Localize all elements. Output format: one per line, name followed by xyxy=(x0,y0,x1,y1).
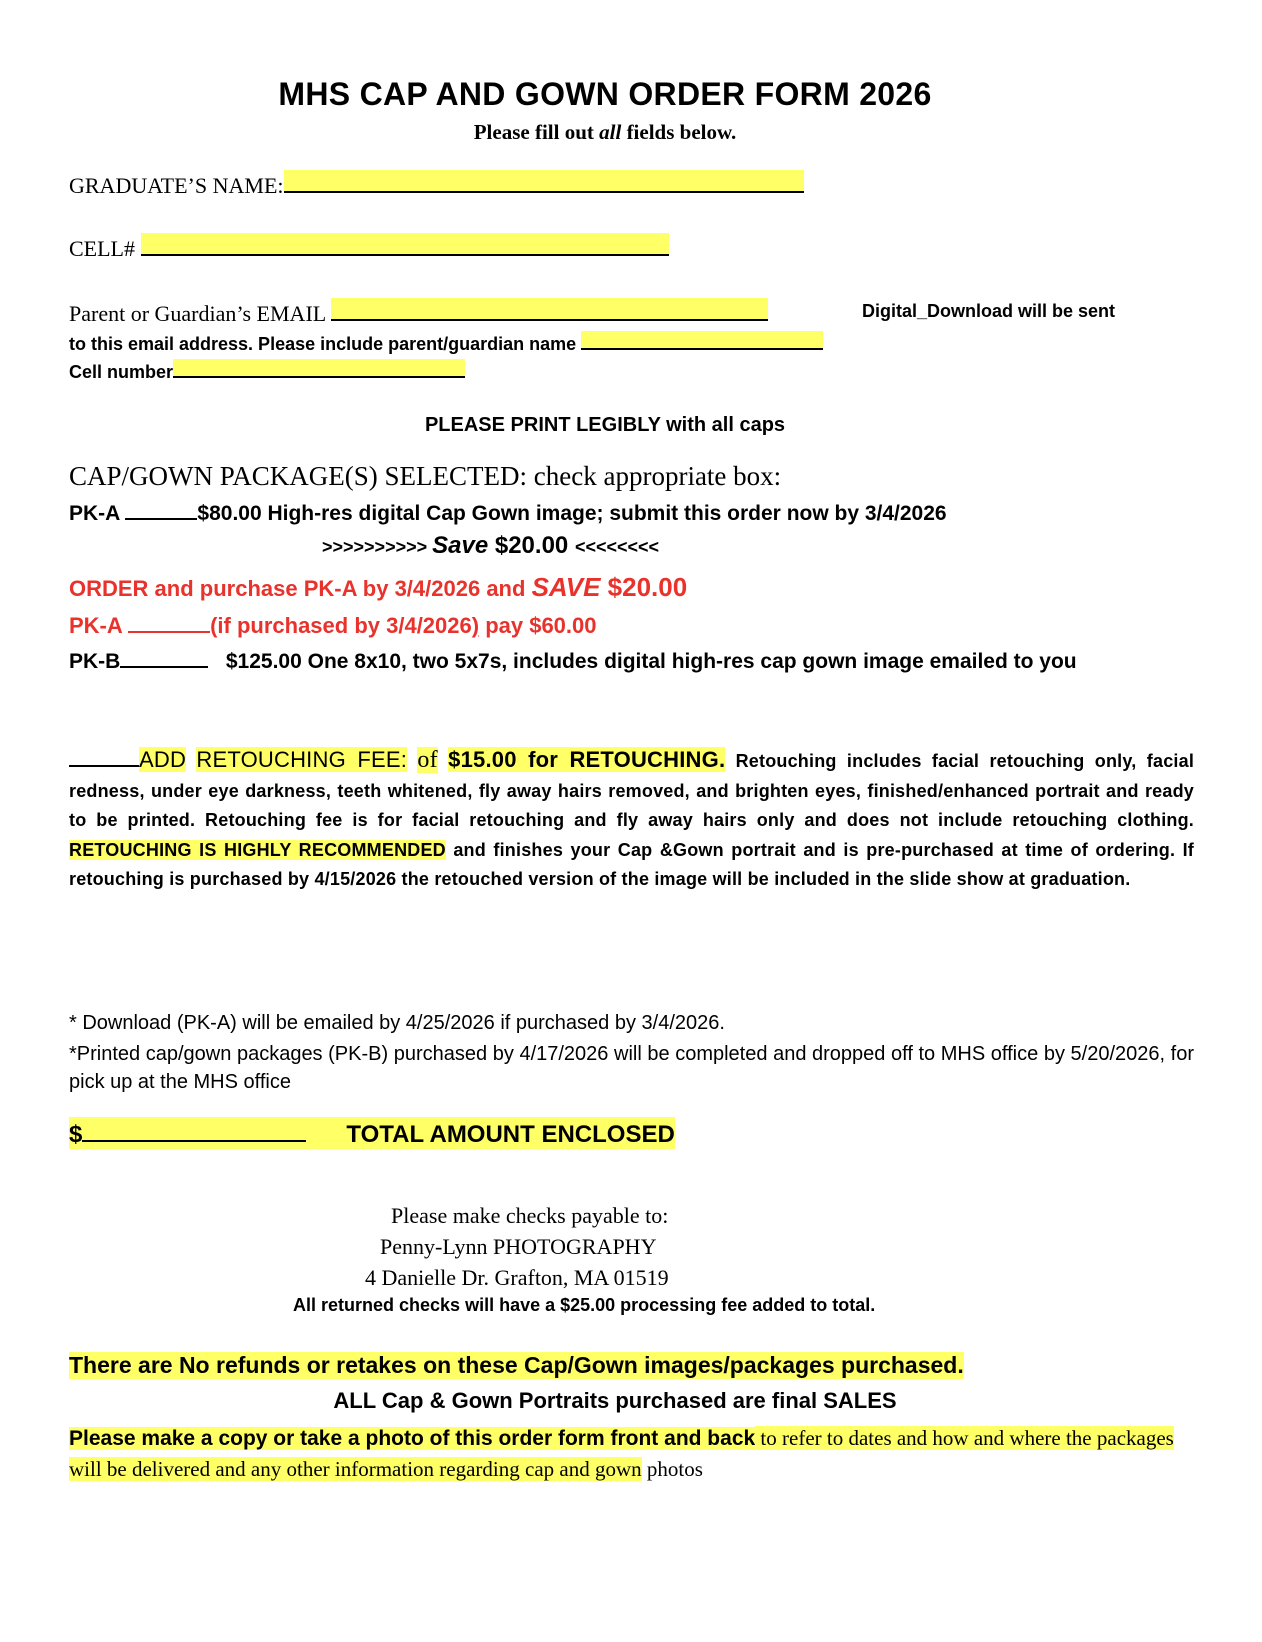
retouching-fee-label: RETOUCHING FEE: xyxy=(196,747,408,772)
package-b-row xyxy=(69,645,1194,679)
package-heading: CAP/GOWN PACKAGE(S) SELECTED: check appropriate box: xyxy=(69,461,782,491)
save-word: Save xyxy=(432,532,489,559)
download-note: * Download (PK-A) will be emailed by 4/25/2026 if purchased by 3/4/2026. xyxy=(69,1012,725,1034)
retouching-paragraph xyxy=(69,745,1194,895)
package-a-row xyxy=(69,498,947,526)
guardian-name-row xyxy=(69,331,823,355)
copy-form-note xyxy=(69,1423,1194,1485)
package-a-description: $80.00 High-res digital Cap Gown image; submit this order now by 3/4/2026 xyxy=(197,501,947,525)
subtitle-text: Please fill out xyxy=(473,120,600,144)
guardian-cell-field[interactable] xyxy=(173,359,465,378)
retouching-add: ADD xyxy=(139,747,187,772)
page-subtitle xyxy=(0,120,1210,145)
package-a-discount-price: pay $60.00 xyxy=(479,612,597,638)
guardian-name-label: to this email address. Please include parent/guardian name xyxy=(69,334,577,355)
save-amount: $20.00 xyxy=(488,532,575,559)
retouching-fee-amount: $15.00 for RETOUCHING. xyxy=(448,747,726,772)
copy-form-bold: Please make a copy or take a photo of this order form front and back xyxy=(69,1427,756,1450)
email-note: Digital_Download will be sent xyxy=(862,301,1116,321)
final-sales-note: ALL Cap & Gown Portraits purchased are final SALES xyxy=(333,1388,897,1413)
email-label: Parent or Guardian’s EMAIL xyxy=(69,300,326,326)
subtitle-emphasis: all xyxy=(599,120,622,144)
print-legibly-rest: with all caps xyxy=(660,414,786,436)
save-banner xyxy=(322,532,659,560)
returned-check-note: All returned checks will have a $25.00 processing fee added to total. xyxy=(293,1295,876,1315)
email-row xyxy=(69,298,768,327)
total-amount-label: TOTAL AMOUNT ENCLOSED xyxy=(346,1120,675,1148)
payment-line-1: Please make checks payable to: xyxy=(391,1203,669,1228)
package-b-checkbox[interactable] xyxy=(120,646,208,668)
cell-label: CELL# xyxy=(69,235,135,261)
save-arrows-left: >>>>>>>>>> xyxy=(322,537,433,557)
no-refunds-note: There are No refunds or retakes on these Cap/Gown images/packages purchased. xyxy=(69,1352,964,1378)
graduate-name-label: GRADUATE’S NAME: xyxy=(69,172,284,198)
package-a-discount-paren: ) xyxy=(471,612,480,638)
print-legibly-note xyxy=(0,414,1210,437)
total-amount-row xyxy=(69,1117,675,1149)
subtitle-text-end: fields below. xyxy=(621,120,737,144)
retouching-body-2: and finishes your Cap &Gown portrait and is pre-purchased at time of ordering. If retouching is purchased by 4/15/2026 the retouched version of the image will be included in the slide show at graduation. xyxy=(69,839,1195,889)
cell-row xyxy=(69,233,669,262)
retouching-body-1: Retouching includes facial retouching only, facial redness, under eye darkness, teeth whitened, fly away hairs removed, and brighten eyes, finished/enhanced portrait and ready to be printed. Retouching fee is for facial retouching and fly away hairs only and does not include retouching clothing. xyxy=(69,751,1195,830)
graduate-name-row xyxy=(69,170,804,199)
retouching-checkbox[interactable] xyxy=(69,748,139,767)
guardian-name-field[interactable] xyxy=(581,331,823,350)
guardian-cell-row xyxy=(69,359,465,383)
package-b-description: $125.00 One 8x10, two 5x7s, includes digital high-res cap gown image emailed to you xyxy=(225,650,1077,673)
payment-line-3: 4 Danielle Dr. Grafton, MA 01519 xyxy=(365,1265,669,1290)
copy-form-end: photos xyxy=(641,1457,703,1481)
graduate-name-field[interactable] xyxy=(284,170,804,193)
total-amount-field[interactable] xyxy=(82,1117,306,1142)
package-a-discount-checkbox[interactable] xyxy=(128,610,210,633)
printed-package-note: *Printed cap/gown packages (PK-B) purchased by 4/17/2026 will be completed and dropped off to MHS office by 5/20/2026, for pick up at the MHS office xyxy=(69,1043,1194,1093)
save-arrows-right: <<<<<<<< xyxy=(574,537,660,557)
order-save-word: SAVE xyxy=(531,572,601,602)
print-legibly-bold: PLEASE PRINT LEGIBLY xyxy=(424,414,661,436)
page-title: MHS CAP AND GOWN ORDER FORM 2026 xyxy=(278,76,932,112)
email-field[interactable] xyxy=(331,298,768,321)
package-b-label: PK-B xyxy=(69,650,121,673)
package-a-discount-row xyxy=(69,610,597,639)
retouching-of: of xyxy=(417,747,438,773)
retouching-recommended: RETOUCHING IS HIGHLY RECOMMENDED xyxy=(69,839,446,860)
order-save-note xyxy=(69,572,687,603)
package-a-discount-text: (if purchased by 3/4/2026 xyxy=(210,612,472,638)
guardian-cell-label: Cell number xyxy=(69,362,174,383)
package-a-checkbox[interactable] xyxy=(125,498,197,520)
order-save-amount: $20.00 xyxy=(600,572,688,602)
package-a-discount-label: PK-A xyxy=(69,612,129,638)
cell-field[interactable] xyxy=(141,233,669,256)
order-save-text: ORDER and purchase PK-A by 3/4/2026 and xyxy=(69,576,532,601)
payment-line-2: Penny-Lynn PHOTOGRAPHY xyxy=(380,1234,657,1259)
package-a-label: PK-A xyxy=(69,501,120,525)
copy-form-rest: to refer to dates and how and where the packages will be delivered and any other information regarding cap and gown xyxy=(69,1426,1174,1481)
total-dollar-sign: $ xyxy=(69,1120,83,1148)
